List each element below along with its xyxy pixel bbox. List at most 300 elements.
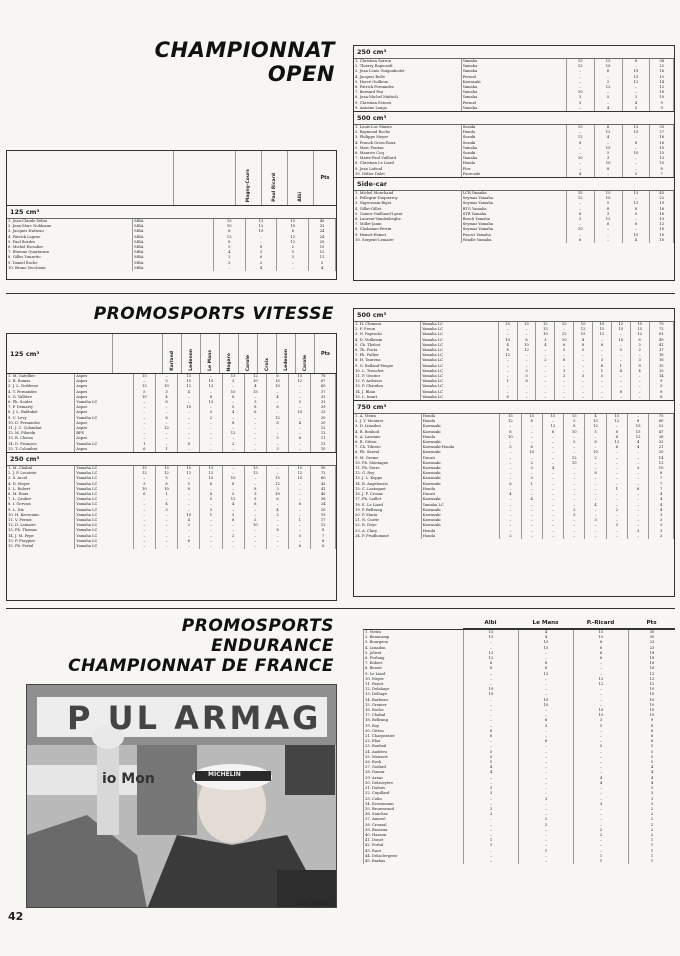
- score-cell: –: [133, 416, 155, 421]
- score-cell: –: [542, 419, 563, 424]
- score-cell: 15: [244, 390, 266, 395]
- score-cell: 12: [222, 497, 244, 502]
- open-125-rows: [7, 219, 336, 271]
- score-cell: –: [222, 471, 244, 476]
- score-cell: –: [289, 539, 311, 544]
- score-cell: 24: [309, 235, 336, 240]
- score-cell: –: [133, 476, 155, 481]
- score-cell: 10: [622, 151, 650, 156]
- rider-name: 5. Paul Bordes: [7, 240, 133, 245]
- vitesse-col-header: Ledenon: [188, 349, 194, 371]
- col-header-albi: Albi: [298, 192, 303, 202]
- score-cell: –: [266, 400, 288, 405]
- score-cell: 15: [555, 322, 574, 327]
- score-cell: 20: [649, 450, 674, 455]
- score-cell: –: [574, 384, 593, 389]
- score-cell: 15: [178, 379, 200, 384]
- score-cell: 29: [311, 405, 336, 410]
- score-cell: 33: [650, 125, 674, 130]
- score-cell: –: [574, 817, 629, 822]
- score-cell: –: [519, 776, 574, 781]
- rider-name: 5. Ch. Thebot: [354, 343, 421, 348]
- rider-name: 31. Dubois: [364, 786, 464, 791]
- score-cell: 5: [222, 492, 244, 497]
- score-cell: 8: [649, 471, 674, 476]
- score-cell: –: [628, 414, 649, 419]
- score-cell: 15: [178, 466, 200, 471]
- score-cell: 10: [178, 405, 200, 410]
- score-cell: –: [266, 431, 288, 436]
- rider-name: 35. Brousseaud: [364, 807, 464, 812]
- score-cell: 27: [650, 130, 674, 135]
- machine: Yamaha LC: [421, 353, 499, 358]
- score-cell: –: [564, 466, 585, 471]
- machine: Kawasaki: [421, 523, 499, 528]
- score-cell: 23: [629, 646, 676, 651]
- score-cell: 10: [536, 332, 555, 337]
- photo-caption: Alex Vieira: [297, 900, 331, 907]
- score-cell: –: [630, 395, 649, 400]
- score-cell: 12: [649, 461, 674, 466]
- machine: Aspes: [75, 390, 133, 395]
- score-cell: –: [500, 518, 521, 523]
- score-cell: 6: [311, 539, 336, 544]
- score-cell: –: [133, 405, 155, 410]
- score-cell: –: [464, 672, 519, 677]
- score-cell: 6: [622, 222, 650, 227]
- machine: Yamaha: [461, 95, 566, 100]
- score-cell: 47: [649, 430, 674, 435]
- score-cell: –: [500, 497, 521, 502]
- rider-name: 10. Serpent-Lemaire: [354, 238, 461, 243]
- score-cell: 1: [521, 482, 542, 487]
- end-col-albi: Albi: [463, 618, 518, 629]
- score-cell: 15: [536, 327, 555, 332]
- score-cell: 5: [244, 497, 266, 502]
- score-cell: 6: [498, 395, 517, 400]
- machine: Yamaha LC: [75, 487, 133, 492]
- rider-name: 2. Pellegrin-Duquerroy: [354, 196, 461, 201]
- score-cell: –: [519, 838, 574, 843]
- score-cell: –: [574, 703, 629, 708]
- score-cell: 4: [629, 781, 676, 786]
- score-cell: 12: [606, 419, 627, 424]
- rider-name: 14. R. Angelonzio: [354, 482, 421, 487]
- score-cell: 12: [133, 384, 155, 389]
- score-cell: –: [521, 456, 542, 461]
- rider-name: 38. Crouzal: [364, 823, 464, 828]
- rider-name: 43. Race: [364, 849, 464, 854]
- score-cell: –: [519, 760, 574, 765]
- score-cell: 15: [266, 476, 288, 481]
- score-cell: 12: [542, 424, 563, 429]
- score-cell: –: [564, 497, 585, 502]
- score-cell: 2: [266, 513, 288, 518]
- rider-name: 6. Laurent-Vandenheghe: [354, 217, 461, 222]
- score-cell: –: [289, 416, 311, 421]
- score-cell: 4: [464, 770, 519, 775]
- score-cell: –: [585, 497, 606, 502]
- score-cell: 3: [244, 400, 266, 405]
- score-cell: 4: [629, 776, 676, 781]
- score-cell: 16: [649, 358, 673, 363]
- score-cell: 5: [585, 430, 606, 435]
- score-cell: 10: [155, 487, 177, 492]
- score-cell: 23: [629, 640, 676, 645]
- open-500-rows: [354, 125, 674, 177]
- score-cell: –: [500, 503, 521, 508]
- score-cell: –: [500, 424, 521, 429]
- score-cell: –: [566, 69, 594, 74]
- vitesse-500-rows: [354, 322, 674, 400]
- score-cell: –: [464, 823, 519, 828]
- score-cell: 5: [574, 724, 629, 729]
- score-cell: 16: [650, 135, 674, 140]
- score-cell: 78: [311, 374, 336, 379]
- score-cell: 4: [649, 497, 674, 502]
- score-cell: 2: [519, 823, 574, 828]
- score-cell: 4: [213, 250, 245, 255]
- score-cell: –: [178, 447, 200, 452]
- score-cell: –: [536, 353, 555, 358]
- machine: Honda: [421, 435, 499, 440]
- score-cell: 1: [574, 859, 629, 864]
- vitesse-col-header: Le Mans: [207, 350, 213, 371]
- score-cell: 15: [542, 414, 563, 419]
- score-cell: –: [574, 395, 593, 400]
- machine: Yamaha LC: [421, 364, 499, 369]
- score-cell: 3: [536, 338, 555, 343]
- rider-name: 9. Le Liard: [364, 672, 464, 677]
- score-cell: 6: [629, 729, 676, 734]
- score-cell: 10: [574, 708, 629, 713]
- score-cell: 6: [555, 343, 574, 348]
- score-cell: –: [630, 384, 649, 389]
- score-cell: –: [611, 343, 630, 348]
- score-cell: 8: [155, 482, 177, 487]
- rider-name: 27. Godard: [364, 765, 464, 770]
- machine: Aspes: [75, 426, 133, 431]
- score-cell: –: [155, 374, 177, 379]
- score-cell: 12: [594, 217, 622, 222]
- score-cell: –: [519, 781, 574, 786]
- score-cell: 5: [593, 374, 612, 379]
- score-cell: –: [585, 461, 606, 466]
- score-cell: –: [521, 523, 542, 528]
- score-cell: –: [464, 703, 519, 708]
- score-cell: 4: [464, 765, 519, 770]
- score-cell: –: [574, 760, 629, 765]
- score-cell: –: [500, 450, 521, 455]
- section-v750: 750 cm³: [354, 400, 674, 414]
- score-cell: 8: [311, 528, 336, 533]
- score-cell: –: [464, 817, 519, 822]
- score-cell: 12: [464, 656, 519, 661]
- score-cell: –: [593, 384, 612, 389]
- score-cell: 2: [585, 456, 606, 461]
- score-cell: –: [289, 497, 311, 502]
- score-cell: –: [200, 528, 222, 533]
- rider-name: 23. A. Clary: [354, 529, 421, 534]
- endurance-rows: [363, 630, 675, 864]
- score-cell: 2: [564, 508, 585, 513]
- score-cell: –: [585, 435, 606, 440]
- score-cell: –: [155, 539, 177, 544]
- score-cell: –: [222, 426, 244, 431]
- score-cell: 1: [498, 379, 517, 384]
- machine: Kawasaki: [421, 513, 499, 518]
- score-cell: 60: [311, 476, 336, 481]
- score-cell: 6: [500, 482, 521, 487]
- open-right-table: [353, 45, 675, 281]
- machine: Yamaha: [461, 106, 566, 111]
- score-cell: 8: [277, 229, 309, 234]
- rider-name: 24. Andrieu: [364, 750, 464, 755]
- score-cell: –: [244, 539, 266, 544]
- rider-name: 5. A. Lanvane: [354, 435, 421, 440]
- score-cell: –: [133, 518, 155, 523]
- score-cell: 4: [629, 765, 676, 770]
- score-cell: –: [517, 390, 536, 395]
- score-cell: 15: [594, 59, 622, 64]
- machine: Yamaha LC: [421, 503, 499, 508]
- score-cell: –: [519, 807, 574, 812]
- score-cell: –: [244, 544, 266, 549]
- rider-name: 3. Jean-Louis Guignabodet: [354, 69, 461, 74]
- score-cell: 41: [649, 343, 673, 348]
- rider-name: 7. Bernard Fau: [354, 90, 461, 95]
- col-header-magny: Magny-Cours: [246, 168, 251, 202]
- score-cell: –: [622, 196, 650, 201]
- score-cell: –: [266, 426, 288, 431]
- section-sidecar: Side-car: [354, 177, 674, 191]
- score-cell: –: [606, 466, 627, 471]
- score-cell: –: [464, 708, 519, 713]
- rider-name: 39. Basseux: [364, 828, 464, 833]
- score-cell: 6: [213, 229, 245, 234]
- score-cell: –: [133, 544, 155, 549]
- score-cell: 5: [594, 95, 622, 100]
- score-cell: 90: [311, 466, 336, 471]
- score-cell: 60: [649, 419, 674, 424]
- score-cell: –: [245, 235, 277, 240]
- score-cell: –: [594, 227, 622, 232]
- score-cell: 4: [500, 492, 521, 497]
- open-250-rows: [354, 59, 674, 111]
- score-cell: 2: [630, 348, 649, 353]
- score-cell: 12: [629, 682, 676, 687]
- endurance-table: [363, 618, 675, 918]
- endurance-title-line-3: CHAMPIONNAT DE FRANCE: [68, 656, 334, 676]
- score-cell: –: [498, 384, 517, 389]
- score-cell: –: [593, 353, 612, 358]
- rider-name: 4. Lisiadon: [364, 646, 464, 651]
- rider-name: 3. S. Arcel: [7, 476, 75, 481]
- score-cell: –: [200, 502, 222, 507]
- score-cell: –: [289, 508, 311, 513]
- score-cell: –: [178, 421, 200, 426]
- score-cell: 8: [521, 419, 542, 424]
- score-cell: 16: [650, 69, 674, 74]
- score-cell: 5: [630, 343, 649, 348]
- score-cell: 10: [155, 384, 177, 389]
- rider-name: 10. Meyer: [364, 677, 464, 682]
- score-cell: 2: [574, 833, 629, 838]
- score-cell: 5: [564, 440, 585, 445]
- score-cell: 15: [244, 466, 266, 471]
- machine: Yamaha LC: [75, 482, 133, 487]
- score-cell: –: [464, 781, 519, 786]
- score-cell: 4: [222, 502, 244, 507]
- score-cell: 3: [464, 786, 519, 791]
- score-cell: 3: [564, 513, 585, 518]
- score-cell: 15: [517, 322, 536, 327]
- score-cell: 3: [622, 172, 650, 177]
- section-500: 500 cm³: [354, 111, 674, 125]
- score-cell: –: [574, 379, 593, 384]
- rider-name: 30. Delaveyère: [364, 781, 464, 786]
- rider-name: 15. L. Imart: [354, 395, 421, 400]
- rider-name: 7. Etienne Quartaram: [7, 250, 133, 255]
- score-cell: 3: [555, 369, 574, 374]
- rider-name: 15. Ph. Portal: [7, 544, 75, 549]
- score-cell: 6: [594, 69, 622, 74]
- machine: Kawasaki-Honda: [421, 445, 499, 450]
- score-cell: –: [574, 843, 629, 848]
- score-cell: 3: [629, 791, 676, 796]
- machine: Honda: [421, 529, 499, 534]
- rider-name: 17. Chabal: [364, 713, 464, 718]
- score-cell: 8: [222, 482, 244, 487]
- machine: BTG Yamaha: [461, 207, 566, 212]
- rider-name: 2. Thierry Rapicault: [354, 64, 461, 69]
- rider-name: 5. Gomez-Guilbaud-Lyant: [354, 212, 461, 217]
- rider-name: 6. M. Roux: [7, 492, 75, 497]
- score-cell: –: [178, 431, 200, 436]
- table-row: [354, 534, 674, 539]
- score-cell: –: [519, 750, 574, 755]
- score-cell: –: [244, 447, 266, 452]
- score-cell: –: [178, 534, 200, 539]
- score-cell: –: [464, 698, 519, 703]
- score-cell: –: [566, 130, 594, 135]
- score-cell: –: [606, 529, 627, 534]
- score-cell: 2: [277, 245, 309, 250]
- score-cell: 15: [464, 635, 519, 640]
- score-cell: 1: [611, 364, 630, 369]
- score-cell: –: [628, 492, 649, 497]
- score-cell: –: [517, 358, 536, 363]
- score-cell: –: [542, 497, 563, 502]
- score-cell: –: [500, 466, 521, 471]
- machine: Yamaha LC: [75, 534, 133, 539]
- score-cell: –: [464, 854, 519, 859]
- score-cell: 15: [650, 217, 674, 222]
- score-cell: –: [289, 513, 311, 518]
- score-cell: 6: [606, 445, 627, 450]
- score-cell: 15: [622, 130, 650, 135]
- score-cell: 12: [629, 677, 676, 682]
- score-cell: 3: [200, 508, 222, 513]
- rider-name: 5. Marc Fontan: [354, 146, 461, 151]
- score-cell: 5: [594, 151, 622, 156]
- rider-name: 11. P. Gentier: [354, 374, 421, 379]
- score-cell: 6: [464, 729, 519, 734]
- machine: Yamaha LC: [75, 544, 133, 549]
- score-cell: 12: [517, 348, 536, 353]
- score-cell: –: [628, 503, 649, 508]
- score-cell: 38: [650, 59, 674, 64]
- table-row: [7, 266, 336, 271]
- score-cell: –: [464, 802, 519, 807]
- score-cell: 12: [309, 250, 336, 255]
- machine: Ducati: [421, 456, 499, 461]
- score-cell: 12: [650, 222, 674, 227]
- score-cell: 2: [245, 261, 277, 266]
- score-cell: –: [500, 456, 521, 461]
- score-cell: 52: [649, 424, 674, 429]
- score-cell: 8: [593, 343, 612, 348]
- score-cell: –: [566, 161, 594, 166]
- score-cell: –: [464, 828, 519, 833]
- score-cell: 36: [649, 435, 674, 440]
- score-cell: 3: [649, 513, 674, 518]
- machine: Kawasaki: [421, 430, 499, 435]
- score-cell: –: [564, 435, 585, 440]
- score-cell: 6: [245, 255, 277, 260]
- score-cell: –: [244, 442, 266, 447]
- vitesse-col-header: Carole: [245, 354, 251, 371]
- score-cell: –: [574, 661, 629, 666]
- score-cell: 8: [244, 487, 266, 492]
- machine: MBA: [133, 261, 214, 266]
- score-cell: 7: [649, 482, 674, 487]
- score-cell: –: [574, 750, 629, 755]
- score-cell: 5: [266, 436, 288, 441]
- machine: Yamaha LC: [421, 395, 499, 400]
- rider-name: 40. Hanson: [364, 833, 464, 838]
- score-cell: –: [594, 141, 622, 146]
- score-cell: –: [606, 476, 627, 481]
- score-cell: 22: [650, 196, 674, 201]
- rider-name: 7. Ch. Tiberio: [354, 445, 421, 450]
- score-cell: 12: [311, 431, 336, 436]
- score-cell: –: [266, 466, 288, 471]
- rider-name: 2. Raymond Roche: [354, 130, 461, 135]
- score-cell: –: [521, 430, 542, 435]
- rider-name: 25. Mousset: [364, 755, 464, 760]
- score-cell: 8: [585, 471, 606, 476]
- rider-name: 7. Robert: [364, 661, 464, 666]
- score-cell: 15: [178, 374, 200, 379]
- section-v125: 125 cm³: [10, 349, 40, 358]
- vitesse-col-header: Karland: [169, 351, 175, 371]
- rider-name: 1. A. Vieira: [354, 414, 421, 419]
- score-cell: –: [200, 518, 222, 523]
- score-cell: –: [574, 786, 629, 791]
- score-cell: 1: [289, 518, 311, 523]
- score-cell: –: [519, 843, 574, 848]
- score-cell: –: [519, 802, 574, 807]
- score-cell: 4: [222, 410, 244, 415]
- score-cell: –: [611, 353, 630, 358]
- score-cell: 10: [564, 461, 585, 466]
- score-cell: 11: [311, 436, 336, 441]
- score-cell: 3: [649, 523, 674, 528]
- rider-name: 37. Amorel: [364, 817, 464, 822]
- rider-name: 2. Beaucamp: [364, 635, 464, 640]
- score-cell: 2: [200, 416, 222, 421]
